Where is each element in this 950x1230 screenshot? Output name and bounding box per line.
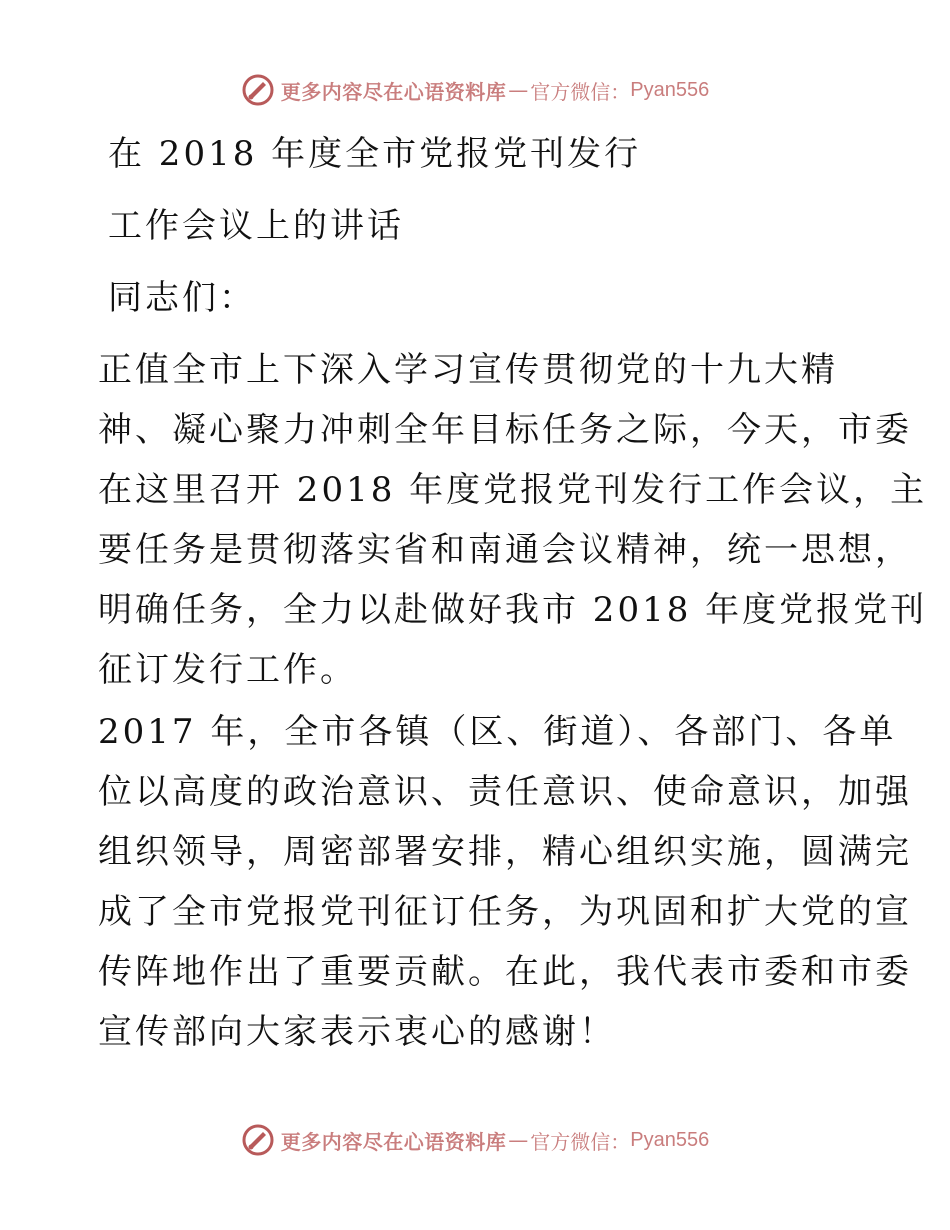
paragraph-line: 位以高度的政治意识、责任意识、使命意识，加强 — [98, 772, 912, 812]
paragraph-line: 要任务是贯彻落实省和南通会议精神，统一思想， — [98, 530, 912, 570]
paragraph-1 — [98, 340, 928, 700]
paragraph-line: 传阵地作出了重要贡献。在此，我代表市委和市委 — [98, 952, 912, 992]
paragraph-2 — [98, 702, 912, 1062]
watermark-wechat-label: 官方微信： — [530, 79, 631, 104]
logo-icon — [241, 73, 275, 107]
paragraph-line: 正值全市上下深入学习宣传贯彻党的十九大精 — [98, 350, 838, 390]
title-line-1: 在 2018 年度全市党报党刊发行 — [108, 134, 642, 174]
watermark-wechat-id: Pyan556 — [630, 1128, 710, 1151]
watermark-footer — [0, 1120, 950, 1160]
logo-icon — [241, 1123, 275, 1157]
watermark-separator: — — [508, 1128, 529, 1152]
paragraph-line: 征订发行工作。 — [98, 650, 357, 690]
watermark-wechat-id: Pyan556 — [630, 78, 710, 101]
watermark-header — [0, 70, 950, 110]
paragraph-line: 在这里召开 2018 年度党报党刊发行工作会议，主 — [98, 470, 928, 510]
paragraph-line: 成了全市党报党刊征订任务，为巩固和扩大党的宣 — [98, 892, 912, 932]
watermark-wechat-label: 官方微信： — [530, 1129, 631, 1154]
watermark-text: 更多内容尽在心语资料库 — [280, 79, 507, 104]
paragraph-line: 组织领导，周密部署安排，精心组织实施，圆满完 — [98, 832, 912, 872]
paragraph-line: 明确任务，全力以赴做好我市 2018 年度党报党刊 — [98, 590, 928, 630]
title-line-2: 工作会议上的讲话 — [108, 206, 404, 246]
paragraph-line: 2017 年，全市各镇（区、街道）、各部门、各单 — [98, 712, 897, 752]
watermark-separator: — — [508, 78, 529, 102]
watermark-text: 更多内容尽在心语资料库 — [280, 1129, 507, 1154]
greeting: 同志们： — [108, 278, 256, 318]
paragraph-line: 宣传部向大家表示衷心的感谢！ — [98, 1012, 616, 1052]
paragraph-line: 神、凝心聚力冲刺全年目标任务之际，今天，市委 — [98, 410, 912, 450]
